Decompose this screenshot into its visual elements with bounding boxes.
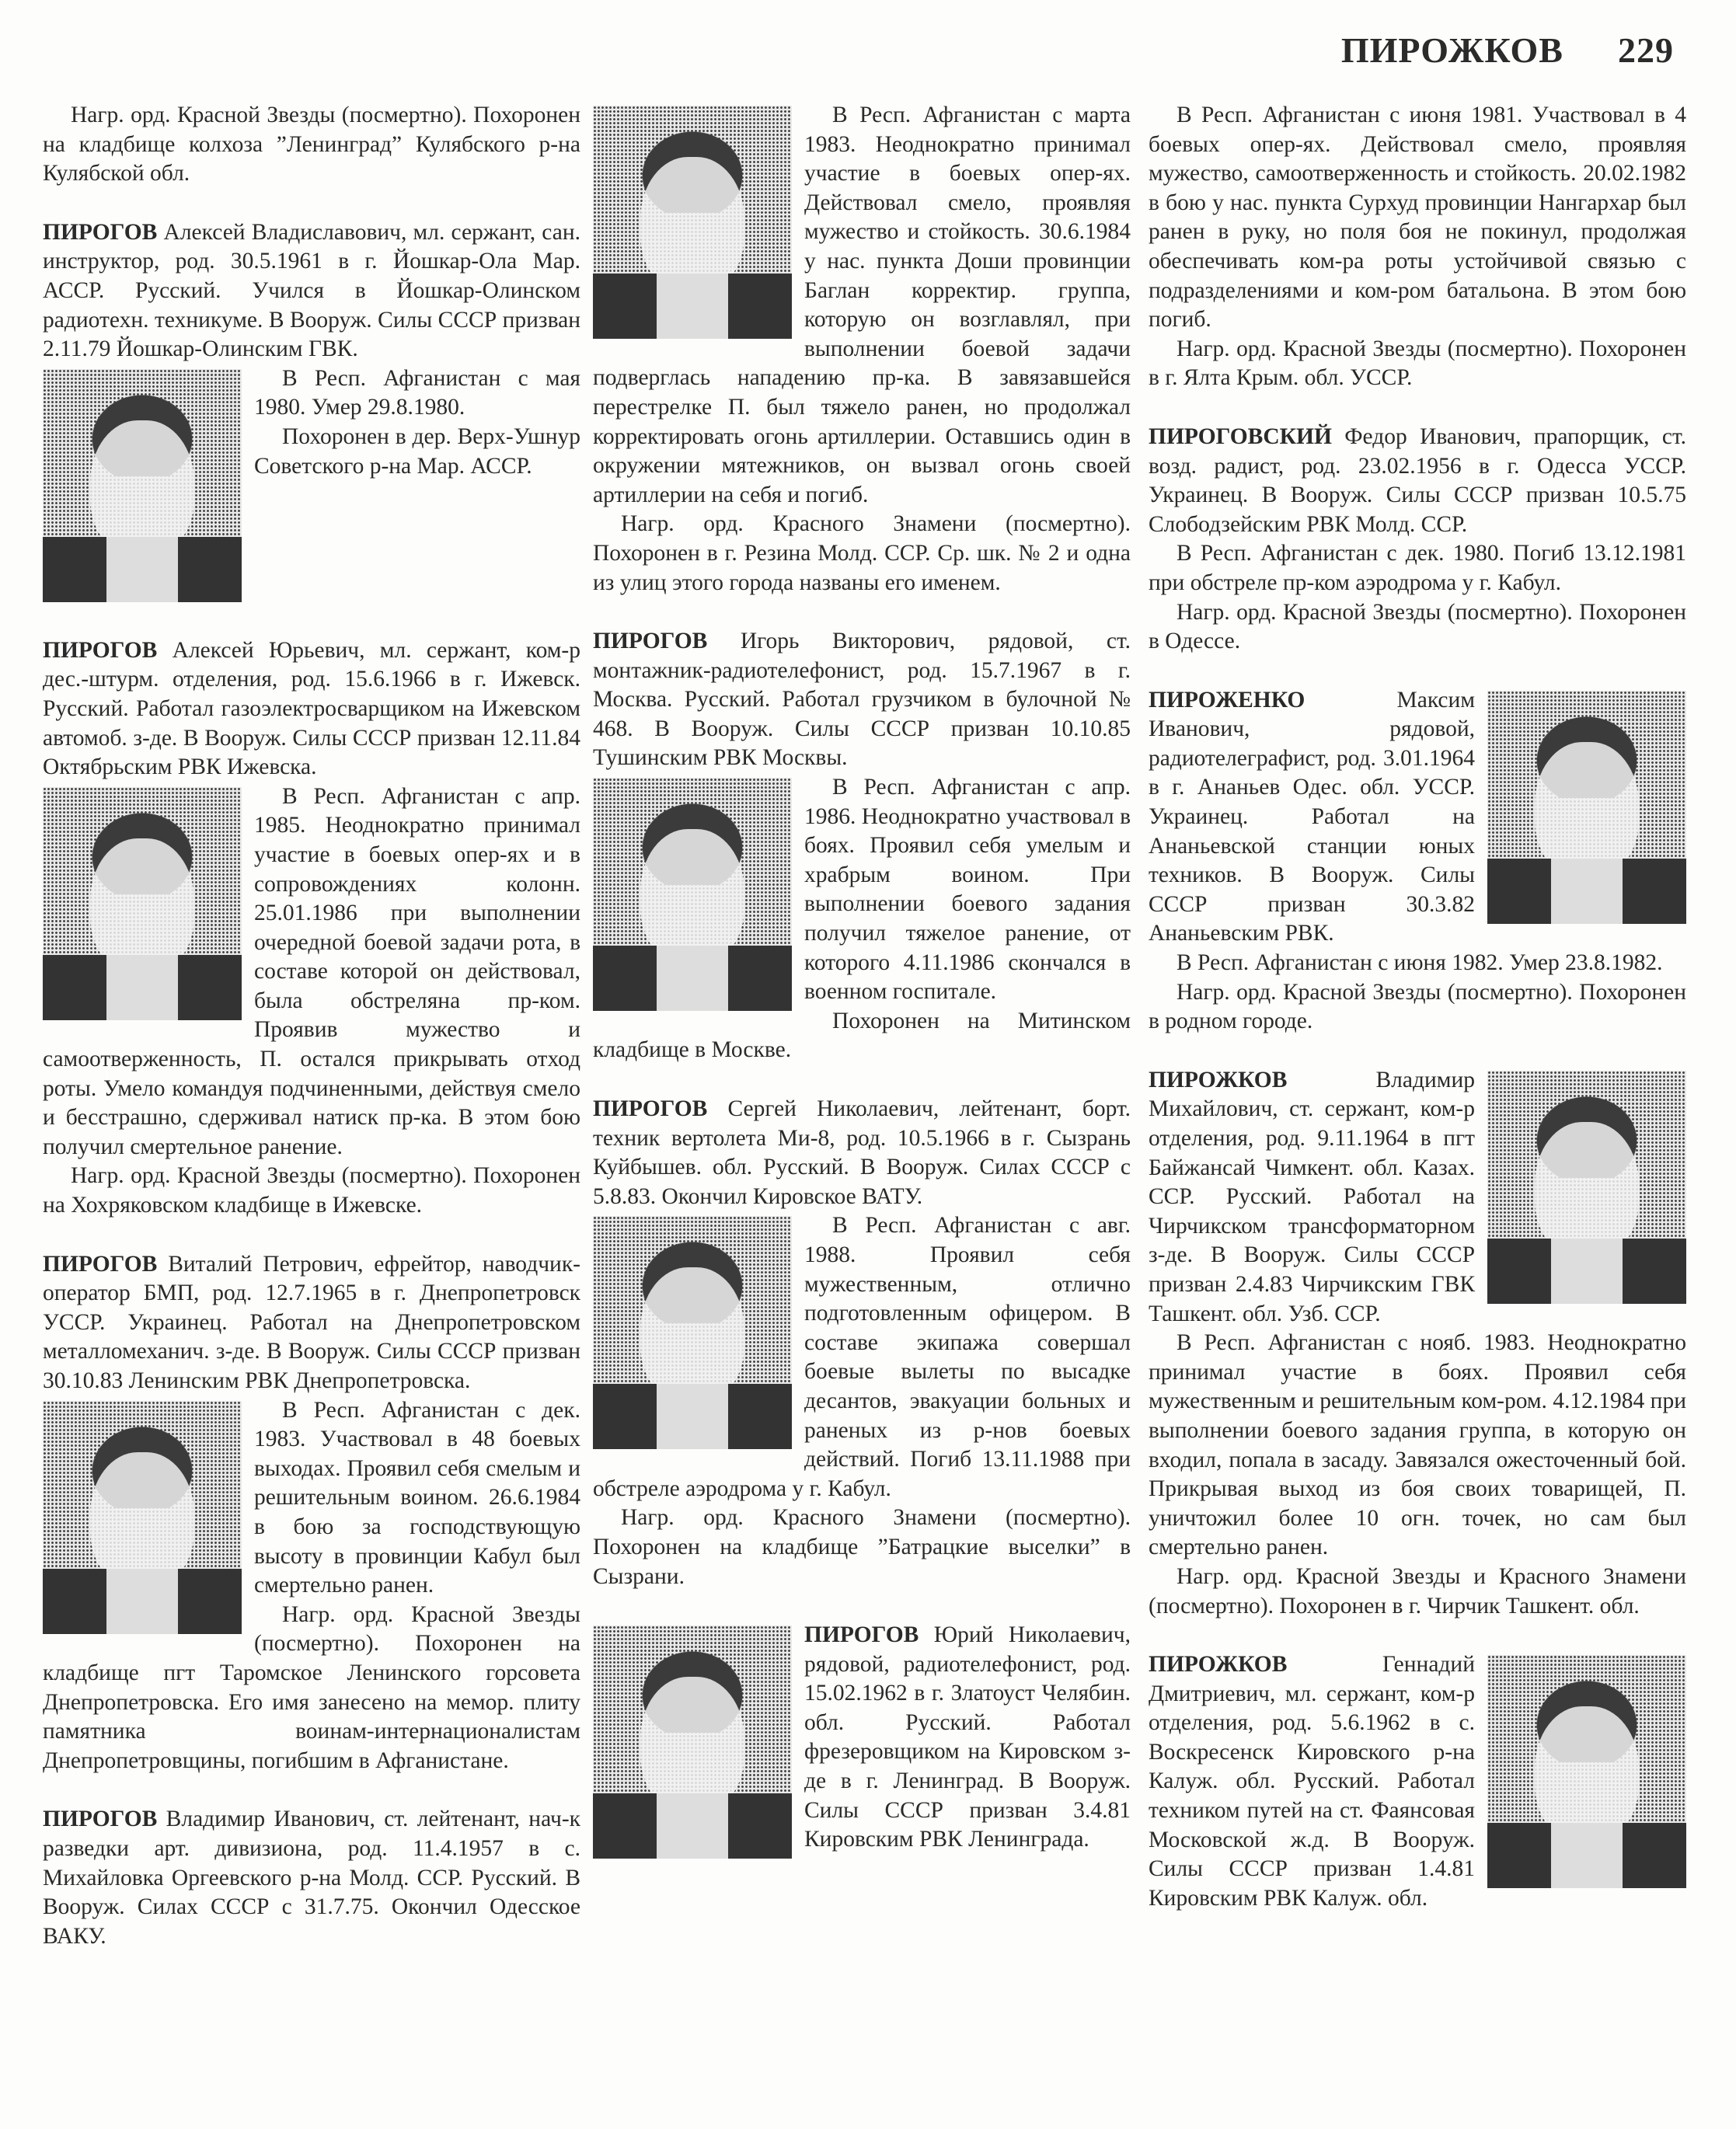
entry-lead-text: Алексей Юрьевич, мл. сержант, ком-р дес.-штурм. отделения, род. 15.6.1966 в г. Ижевск. Русский. Работал газоэлектросварщиком на Ижевском автомоб. з-де. В Вооруж. Силы СССР призван 12.11.84 Октябрьским РВК Ижевска.	[43, 637, 581, 780]
entry-lead-text: Алексей Владиславович, мл. сержант, сан. инструктор, род. 30.5.1961 в г. Йошкар-Ола Мар. АССР. Русский. Учился в Йошкар-Олинском радиотехн. техникуме. В Вооруж. Силы СССР призван 2.11.79 Йошкар-Олинским ГВК.	[43, 219, 581, 362]
entry-paragraph: Нагр. орд. Красного Знамени (посмертно). Похоронен в г. Резина Молд. ССР. Ср. шк. № 2 и одна из улиц этого города названы его именем.	[593, 511, 1131, 595]
entry-paragraph: Нагр. орд. Красной Звезды (посмертно). Похоронен на Хохряковском кладбище в Ижевске.	[43, 1163, 580, 1218]
entry-lead-text: Владимир Иванович, ст. лейтенант, нач-к разведки арт. дивизиона, род. 11.4.1957 в с. Михайловка Оргеевского р-на Молд. ССР. Русский. В Вооруж. Силах СССР с 31.7.75. Окончил Одесское ВАКУ.	[43, 1807, 580, 1949]
entry-surname: ПИРОЖЕНКО	[1149, 687, 1305, 713]
entry-paragraph: Нагр. орд. Красной Звезды (посмертно). Похоронен в родном городе.	[1149, 979, 1686, 1034]
entry-lead-text: Федор Иванович, прапорщик, ст. возд. радист, род. 23.02.1956 в г. Одесса УССР. Украинец. В Вооруж. Силы СССР призван 10.5.75 Слободзейским РВК Молд. ССР.	[1149, 423, 1686, 537]
entry-lead-text: Сергей Николаевич, лейтенант, борт. техник вертолета Ми-8, род. 10.5.1966 в г. Сызрань Куйбышев. обл. Русский. В Вооруж. Силах СССР с 5.8.83. Окончил Кировское ВАТУ.	[593, 1096, 1131, 1209]
portrait-photo	[43, 787, 242, 1020]
entry	[1149, 686, 1686, 1037]
running-head: ПИРОЖКОВ	[1340, 30, 1563, 70]
entry	[43, 1805, 580, 1951]
entry-lead-text: Максим Иванович, рядовой, радиотелеграфист, род. 3.01.1964 в г. Ананьев Одес. обл. УССР. Украинец. Работал на Ананьевской станции юных техников. В Вооруж. Силы СССР призван 30.3.82 Ананьевским РВК.	[1149, 687, 1475, 946]
entry-paragraph: Нагр. орд. Красной Звезды (посмертно). Похоронен в г. Ялта Крым. обл. УССР.	[1149, 336, 1686, 391]
entry-lead-text: Владимир Михайлович, ст. сержант, ком-р отделения, род. 9.11.1964 в пгт Байжансай Чимкент. обл. Казах. ССР. Русский. Работал на Чирчикском трансформаторном з-де. В Вооруж. Силы СССР призван 2.4.83 Чирчикским ГВК Ташкент. обл. Узб. ССР.	[1149, 1067, 1475, 1326]
entry-paragraph: В Респ. Афганистан с апр. 1985. Неоднократно принимал участие в боевых опер-ях и в сопровождениях колонн. 25.01.1986 при выполнении очередной боевой задачи рота, в составе которой он действовал, была обстреляна пр-ком. Проявив мужество и самоотверженность, П. остался прикрывать отход роты. Умело командуя подчиненными, действуя смело и бесстрашно, сдерживал натиск пр-ка. В этом бою получил смертельное ранение.	[43, 783, 580, 1159]
entry-paragraph: В Респ. Афганистан с июня 1982. Умер 23.8.1982.	[1177, 950, 1663, 976]
entry-surname: ПИРОГОВ	[43, 637, 158, 663]
entry-paragraph: Нагр. орд. Красной Звезды (посмертно). Похоронен в Одессе.	[1149, 599, 1686, 654]
entry-lead-text: Игорь Викторович, рядовой, ст. монтажник-радиотелефонист, род. 15.7.1967 в г. Москва. Русский. Работал грузчиком в булочной № 468. В Вооруж. Силы СССР призван 10.10.85 Тушинским РВК Москвы.	[593, 629, 1131, 771]
entry	[593, 1621, 1131, 1863]
entry	[1149, 423, 1686, 657]
portrait-photo	[1487, 1655, 1686, 1888]
entry-surname: ПИРОГОВ	[43, 219, 158, 245]
entry	[1149, 1650, 1686, 1913]
portrait-photo	[1487, 691, 1686, 924]
entry-paragraph: В Респ. Афганистан с дек. 1980. Погиб 13.12.1981 при обстреле пр-ком аэродрома у г. Кабул.	[1149, 541, 1686, 595]
portrait-photo	[43, 1401, 242, 1634]
entry-continuation	[43, 101, 580, 189]
page-header	[1341, 30, 1674, 71]
entry-paragraph: В Респ. Афганистан с дек. 1983. Участвовал в 48 боевых выходах. Проявил себя смелым и решительным воином. 26.6.1984 в бою за господствующую высоту в провинции Кабул был смертельно ранен.	[254, 1397, 580, 1598]
column-2	[593, 101, 1131, 1893]
entry-lead	[593, 627, 1131, 773]
portrait-photo	[593, 1625, 792, 1859]
entry-paragraph: Нагр. орд. Красной Звезды и Красного Знамени (посмертно). Похоронен в г. Чирчик Ташкент. обл.	[1149, 1563, 1686, 1619]
entry-paragraph: В Респ. Афганистан с нояб. 1983. Неоднократно принимал участие в боях. Проявил себя мужественным и решительным ком-ром. 4.12.1984 при выполнении боевого задания группа, в которую он входил, попала в засаду. Завязался ожесточенный бой. Прикрывая выход из боя своих товарищей, П. уничтожил более 10 огн. точек, но сам был смертельно ранен.	[1149, 1330, 1687, 1560]
page-number: 229	[1618, 30, 1674, 70]
entry-continuation	[1149, 101, 1686, 393]
entry-paragraph: В Респ. Афганистан с мая 1980. Умер 29.8.1980.	[254, 365, 580, 420]
entry-lead-text: Юрий Николаевич, рядовой, радиотелефонист, род. 15.02.1962 в г. Златоуст Челябин. обл. Русский. Работал фрезеровщиком на Кировском з-де в г. Ленинград. В Вооруж. Силы СССР призван 3.4.81 Кировским РВК Ленинграда.	[804, 1622, 1131, 1852]
entry	[43, 636, 580, 1221]
entry-surname: ПИРОГОВ	[43, 1251, 158, 1277]
entry-surname: ПИРОГОВ	[43, 1807, 158, 1832]
entry-paragraph: Похоронен в дер. Верх-Ушнур Советского р-на Мар. АССР.	[254, 423, 580, 479]
entry	[593, 627, 1131, 1065]
entry-lead	[43, 218, 580, 364]
entry-lead-text: Виталий Петрович, ефрейтор, наводчик-оператор БМП, род. 12.7.1965 в г. Днепропетровск УССР. Украинец. Работал на Днепропетровском металломеханич. з-де. В Вооруж. Силы СССР призван 30.10.83 Ленинским РВК Днепропетровска.	[43, 1251, 580, 1393]
entry-surname: ПИРОЖКОВ	[1149, 1652, 1288, 1678]
entry-lead	[43, 636, 580, 782]
entry	[43, 1250, 580, 1776]
entry-surname: ПИРОГОВ	[593, 629, 708, 654]
entry	[593, 1095, 1131, 1591]
entry-lead	[43, 1250, 580, 1396]
entry-paragraph: Похоронен на Митинском кладбище в Москве.	[593, 1008, 1131, 1063]
column-3	[1149, 101, 1686, 1943]
portrait-photo	[1487, 1071, 1686, 1304]
portrait-photo	[593, 106, 792, 339]
entry-paragraph: Нагр. орд. Красной Звезды (посмертно). Похоронен на кладбище колхоза ”Ленинград” Кулябского р-на Кулябской обл.	[43, 103, 580, 186]
entry-paragraph: В Респ. Афганистан с апр. 1986. Неоднократно участвовал в боях. Проявил себя умелым и храбрым воином. При выполнении боевого задания получил тяжелое ранение, от которого 4.11.1986 скончался в военном госпитале.	[804, 775, 1131, 1005]
entry-lead-text: Геннадий Дмитриевич, мл. сержант, ком-р отделения, род. 5.6.1962 в с. Воскресенск Кировского р-на Калуж. обл. Русский. Работал техником путей на ст. Фаянсовая Московской ж.д. В Вооруж. Силы СССР призван 1.4.81 Кировским РВК Калуж. обл.	[1149, 1652, 1475, 1911]
entry-lead	[43, 1805, 580, 1951]
column-1	[43, 101, 580, 1981]
entry-paragraph: В Респ. Афганистан с марта 1983. Неоднократно принимал участие в боевых опер-ях. Действовал смело, проявляя мужество и стойкость. 30.6.1984 у нас. пункта Доши провинции Баглан корректир. группа, которую он возглавлял, при выполнении боевой задачи подверглась нападению пр-ка. В завязавшейся перестрелке П. был тяжело ранен, но продолжал корректировать огонь артиллерии. Оставшись один в окружении мятежников, он вызвал огонь своей артиллерии на себя и погиб.	[593, 103, 1131, 507]
entry-continuation	[593, 101, 1131, 598]
entry-lead	[1149, 423, 1686, 539]
portrait-photo	[593, 778, 792, 1011]
entry-surname: ПИРОГОВ	[593, 1096, 708, 1121]
entry-paragraph: В Респ. Афганистан с июня 1981. Участвовал в 4 боевых опер-ях. Действовал смело, проявляя мужество, самоотверженность и стойкость. 20.02.1982 в бою у нас. пункта Сурхуд провинции Нангархар был ранен в руку, но поля боя не покинул, продолжая обеспечивать ком-ра роты устойчивой связью с подразделениями и ком-ром батальона. В этом бою погиб.	[1149, 103, 1686, 333]
portrait-photo	[43, 369, 242, 602]
entry-paragraph: Нагр. орд. Красной Звезды (посмертно). Похоронен на кладбище пгт Таромское Ленинского горсовета Днепропетровска. Его имя занесено на мемор. плиту памятника воинам-интернационалистам Днепропетровщины, погибшим в Афганистане.	[43, 1601, 580, 1773]
entry-surname: ПИРОГОВ	[804, 1622, 919, 1648]
entry-paragraph: Нагр. орд. Красного Знамени (посмертно). Похоронен на кладбище ”Батрацкие выселки” в Сызрани.	[593, 1505, 1131, 1589]
entry-surname: ПИРОГОВСКИЙ	[1149, 423, 1332, 449]
entry-paragraph: В Респ. Афганистан с авг. 1988. Проявил себя мужественным, отлично подготовленным офицером. В составе экипажа совершал боевые вылеты по высадке десантов, эвакуации больных и раненых из р-нов боевых действий. Погиб 13.11.1988 при обстреле аэродрома у г. Кабул.	[593, 1213, 1131, 1501]
entry	[1149, 1066, 1686, 1621]
entry-surname: ПИРОЖКОВ	[1149, 1067, 1288, 1092]
entry	[43, 218, 580, 607]
portrait-photo	[593, 1216, 792, 1449]
entry-lead	[593, 1095, 1131, 1211]
